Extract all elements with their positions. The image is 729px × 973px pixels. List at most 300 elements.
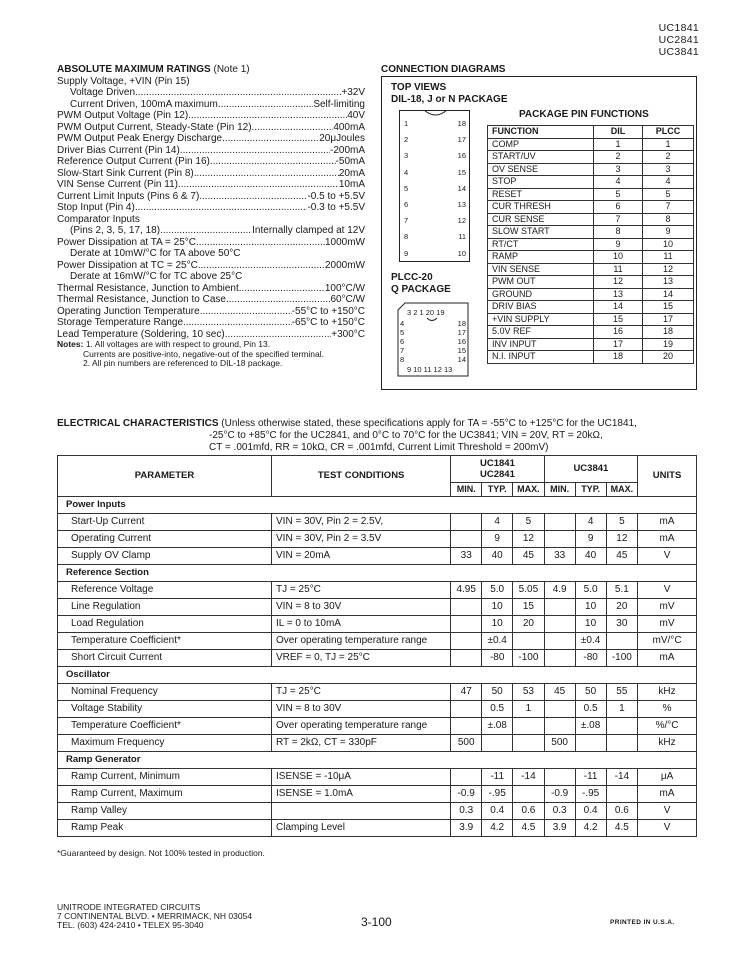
- ec-header-typ: TYP.: [482, 483, 513, 497]
- ec-min: [451, 633, 482, 650]
- dil-pin-right: 18: [457, 119, 466, 128]
- amr-label: Comparator Inputs: [57, 213, 140, 225]
- ec-row: [58, 650, 697, 667]
- ec-header-group1: [451, 456, 544, 483]
- page-number: 3-100: [361, 915, 392, 929]
- leader-dots: [135, 202, 308, 214]
- ec-title: ELECTRICAL CHARACTERISTICS: [57, 418, 219, 429]
- ec-min: [451, 599, 482, 616]
- dil-pin-left: 1: [404, 119, 409, 128]
- pin-plcc: 8: [643, 213, 694, 226]
- ec-max: 5.1: [606, 582, 638, 599]
- amr-value: -200mA: [329, 144, 365, 156]
- ec-row: [58, 769, 697, 786]
- ec-max: 20: [606, 599, 638, 616]
- ec-min: 0.3: [451, 803, 482, 820]
- dil-pin-right: 12: [457, 216, 466, 226]
- ec-max: 15: [513, 599, 545, 616]
- plcc-right-pins: [458, 319, 466, 364]
- ec-row: [58, 582, 697, 599]
- pin-function-name: VIN SENSE: [488, 263, 594, 276]
- plcc-bottom-pins: 9 10 11 12 13: [407, 365, 453, 374]
- note-2: 2. All pin numbers are referenced to DIL-18 package.: [83, 358, 283, 368]
- ec-typ: 4.2: [575, 820, 606, 837]
- pin-dil: 14: [594, 301, 643, 314]
- ec-header-min: MIN.: [451, 483, 482, 497]
- ec-min: 33: [451, 548, 482, 565]
- ec-condition: TJ = 25°C: [272, 582, 451, 599]
- plcc-pin-right: 18: [457, 319, 466, 328]
- amr-title: ABSOLUTE MAXIMUM RATINGS: [57, 64, 211, 75]
- ec-max: 12: [606, 531, 638, 548]
- pin-function-name: 5.0V REF: [488, 326, 594, 339]
- amr-value: Internally clamped at 12V: [252, 225, 365, 236]
- amr-value: -0.5 to +5.5V: [307, 190, 365, 202]
- amr-label: Supply Voltage, +VIN (Pin 15): [57, 75, 190, 87]
- amr-label: Thermal Resistance, Junction to Ambient: [57, 282, 239, 294]
- ec-max: 53: [513, 684, 545, 701]
- ec-typ: 50: [575, 684, 606, 701]
- ec-row: [58, 820, 697, 837]
- dil-pin-right: 10: [457, 248, 466, 258]
- pin-plcc: 4: [643, 176, 694, 189]
- amr-value: 20μJoules: [319, 133, 365, 144]
- ec-min: -0.9: [451, 786, 482, 803]
- amr-label: Operating Junction Temperature: [57, 305, 200, 317]
- leader-dots: [180, 145, 330, 157]
- pin-functions-table: [487, 125, 694, 364]
- ec-parameter: Line Regulation: [58, 599, 272, 616]
- pin-plcc: 1: [643, 138, 694, 151]
- amr-line: [57, 76, 365, 88]
- ec-min: 45: [544, 684, 575, 701]
- amr-label: Current Driven, 100mA maximum: [70, 98, 218, 110]
- leader-dots: [194, 168, 339, 180]
- pin-plcc: 7: [643, 201, 694, 214]
- ec-min: 4.95: [451, 582, 482, 599]
- ec-typ: -80: [482, 650, 513, 667]
- amr-label: Derate at 10mW/°C for TA above 50°C: [70, 248, 241, 259]
- plcc-pin-right: 17: [457, 328, 466, 337]
- connection-diagrams-title: CONNECTION DIAGRAMS: [381, 64, 506, 75]
- leader-dots: [199, 191, 307, 203]
- ec-row: [58, 735, 697, 752]
- plcc-pin-left: 8: [400, 355, 405, 364]
- ec-max: -100: [513, 650, 545, 667]
- pin-dil: 3: [594, 163, 643, 176]
- ec-min: [544, 769, 575, 786]
- ec-typ: 4: [482, 514, 513, 531]
- electrical-characteristics-heading: [57, 418, 697, 454]
- ec-footnote: *Guaranteed by design. Not 100% tested in production.: [57, 848, 265, 858]
- ec-intro-2: -25°C to +85°C for the UC2841, and 0°C to 70°C for the UC3841; VIN = 20V, RT = 20kΩ,: [209, 430, 603, 441]
- part-number: UC2841: [658, 34, 699, 46]
- ec-row: [58, 786, 697, 803]
- amr-line: [57, 122, 365, 134]
- amr-line: [57, 294, 365, 306]
- footer-address: 7 CONTINENTAL BLVD. • MERRIMACK, NH 03054: [57, 911, 253, 921]
- amr-label: Storage Temperature Range: [57, 317, 184, 328]
- plcc-pin-right: 15: [457, 346, 466, 355]
- ec-typ: 10: [575, 616, 606, 633]
- pin-dil: 15: [594, 313, 643, 326]
- ec-typ: 9: [482, 531, 513, 548]
- ec-max: 1: [606, 701, 638, 718]
- amr-line: [57, 283, 365, 295]
- pin-function-name: RT/CT: [488, 238, 594, 251]
- ec-intro-1: (Unless otherwise stated, these specifications apply for TA = -55°C to +125°C for the UC1841,: [221, 418, 637, 429]
- amr-label: Slow-Start Sink Current (Pin 8): [57, 167, 194, 179]
- amr-line: [57, 168, 365, 180]
- absolute-max-ratings: [57, 64, 365, 369]
- amr-value: -55°C to +150°C: [291, 305, 365, 317]
- amr-value: +32V: [341, 87, 365, 98]
- pin-function-name: RAMP: [488, 251, 594, 264]
- dil-pin-right: 15: [457, 167, 466, 177]
- amr-line: [57, 306, 365, 318]
- ec-units: μA: [638, 769, 697, 786]
- ec-typ: [482, 735, 513, 752]
- ec-units: V: [638, 582, 697, 599]
- amr-label: Stop Input (Pin 4): [57, 202, 135, 213]
- ec-typ: 5.0: [482, 582, 513, 599]
- amr-label: PWM Output Peak Energy Discharge: [57, 133, 223, 144]
- pin-plcc: 10: [643, 238, 694, 251]
- ec-section-title: Oscillator: [58, 667, 697, 684]
- amr-label: Voltage Driven: [70, 87, 136, 98]
- pin-function-row: [488, 188, 694, 201]
- pin-function-row: [488, 338, 694, 351]
- pin-function-name: INV INPUT: [488, 338, 594, 351]
- amr-line: [57, 317, 365, 329]
- ec-header-max: MAX.: [606, 483, 638, 497]
- pin-plcc: 18: [643, 326, 694, 339]
- dil-pin-left: 4: [404, 167, 409, 177]
- ec-parameter: Temperature Coefficient*: [58, 718, 272, 735]
- pin-dil: 6: [594, 201, 643, 214]
- ec-typ: 0.4: [575, 803, 606, 820]
- leader-dots: [222, 133, 319, 145]
- ec-typ: 4.2: [482, 820, 513, 837]
- ec-max: 0.6: [513, 803, 545, 820]
- ec-min: [544, 616, 575, 633]
- ec-section-row: [58, 497, 697, 514]
- plcc-package-diagram: [397, 302, 469, 377]
- ec-condition: ISENSE = -10μA: [272, 769, 451, 786]
- pin-plcc: 12: [643, 263, 694, 276]
- ec-max: 0.6: [606, 803, 638, 820]
- ec-typ: [575, 735, 606, 752]
- ec-condition: Clamping Level: [272, 820, 451, 837]
- plcc-pin-left: 4: [400, 319, 405, 328]
- ec-condition: VIN = 30V, Pin 2 = 3.5V: [272, 531, 451, 548]
- ec-max: [513, 786, 545, 803]
- dil-pin-left: 3: [404, 151, 409, 161]
- ec-parameter: Supply OV Clamp: [58, 548, 272, 565]
- ec-max: [606, 786, 638, 803]
- pin-dil: 13: [594, 288, 643, 301]
- ec-parameter: Ramp Current, Maximum: [58, 786, 272, 803]
- pin-dil: 10: [594, 251, 643, 264]
- leader-dots: [200, 306, 292, 318]
- ec-min: -0.9: [544, 786, 575, 803]
- pin-function-name: CUR THRESH: [488, 201, 594, 214]
- footer-phone: TEL. (603) 424-2410 • TELEX 95-3040: [57, 920, 204, 930]
- ec-typ: -.95: [482, 786, 513, 803]
- ec-parameter: Short Circuit Current: [58, 650, 272, 667]
- pin-dil: 18: [594, 351, 643, 364]
- amr-label: VIN Sense Current (Pin 11): [57, 179, 178, 190]
- ec-row: [58, 633, 697, 650]
- ec-max: [513, 735, 545, 752]
- ec-condition: [272, 803, 451, 820]
- ec-min: [544, 650, 575, 667]
- dil-pin-right: 13: [457, 200, 466, 209]
- amr-value: 100°C/W: [324, 282, 365, 294]
- amr-heading: [57, 64, 365, 76]
- amr-line: [57, 260, 365, 272]
- amr-value: 20mA: [338, 167, 365, 179]
- ec-row: [58, 616, 697, 633]
- ec-min: [544, 718, 575, 735]
- plcc-pin-left: 6: [400, 337, 405, 346]
- ec-min: [451, 514, 482, 531]
- pin-function-row: [488, 276, 694, 289]
- amr-label: PWM Output Current, Steady-State (Pin 12): [57, 121, 252, 133]
- ec-max: 45: [606, 548, 638, 565]
- ec-typ: 10: [482, 599, 513, 616]
- dil-pin-left: 7: [404, 216, 409, 226]
- ec-min: 47: [451, 684, 482, 701]
- pin-dil: 7: [594, 213, 643, 226]
- dil-pin-right: 16: [457, 151, 466, 161]
- ec-condition: IL = 0 to 10mA: [272, 616, 451, 633]
- ec-typ: ±0.4: [482, 633, 513, 650]
- leader-dots: [210, 156, 336, 168]
- ec-section-row: [58, 667, 697, 684]
- ec-condition: ISENSE = 1.0mA: [272, 786, 451, 803]
- leader-dots: [196, 237, 325, 249]
- pin-function-row: [488, 176, 694, 189]
- ec-units: V: [638, 803, 697, 820]
- ec-max: 30: [606, 616, 638, 633]
- ec-row: [58, 684, 697, 701]
- pin-function-name: STOP: [488, 176, 594, 189]
- pin-plcc: 19: [643, 338, 694, 351]
- ec-typ: -.95: [575, 786, 606, 803]
- ec-section-title: Reference Section: [58, 565, 697, 582]
- ec-units: V: [638, 548, 697, 565]
- ec-units: mV/°C: [638, 633, 697, 650]
- part-number: UC3841: [658, 46, 699, 58]
- plcc-package: Q PACKAGE: [391, 284, 451, 295]
- amr-line: [57, 99, 365, 111]
- note-1b: Currents are positive-into, negative-out of the specified terminal.: [83, 348, 324, 359]
- ec-max: 4.5: [513, 820, 545, 837]
- pin-dil: 16: [594, 326, 643, 339]
- amr-line: [57, 271, 365, 283]
- ec-units: mA: [638, 786, 697, 803]
- ec-max: 5.05: [513, 582, 545, 599]
- ec-parameter: Ramp Peak: [58, 820, 272, 837]
- ec-max: 4.5: [606, 820, 638, 837]
- amr-line: [57, 87, 365, 99]
- ec-parameter: Operating Current: [58, 531, 272, 548]
- ec-min: 4.9: [544, 582, 575, 599]
- pin-function-name: N.I. INPUT: [488, 351, 594, 364]
- ec-min: 3.9: [451, 820, 482, 837]
- electrical-characteristics-table: [57, 455, 697, 837]
- ec-units: %: [638, 701, 697, 718]
- ec-header-max: MAX.: [513, 483, 545, 497]
- dil-pin-right: 11: [458, 232, 466, 242]
- ec-min: [451, 616, 482, 633]
- pin-function-name: PWM OUT: [488, 276, 594, 289]
- ec-min: [544, 599, 575, 616]
- ec-max: -100: [606, 650, 638, 667]
- ec-min: [544, 633, 575, 650]
- ec-header-uc1841: UC1841: [480, 458, 515, 469]
- amr-value: -0.3 to +5.5V: [307, 202, 365, 213]
- ec-min: [544, 514, 575, 531]
- ec-units: mA: [638, 650, 697, 667]
- pin-function-name: DRIV BIAS: [488, 301, 594, 314]
- ec-row: [58, 803, 697, 820]
- pin-function-row: [488, 263, 694, 276]
- ec-min: [451, 718, 482, 735]
- ec-typ: ±0.4: [575, 633, 606, 650]
- pin-function-row: [488, 163, 694, 176]
- ec-typ: ±.08: [575, 718, 606, 735]
- ec-typ: 10: [482, 616, 513, 633]
- dil-pin-left: 8: [404, 232, 409, 242]
- dil-pin-left: 2: [404, 135, 409, 145]
- ec-max: 55: [606, 684, 638, 701]
- amr-value: +300°C: [331, 328, 365, 340]
- amr-value: Self-limiting: [313, 98, 365, 110]
- plcc-name: PLCC-20: [391, 272, 433, 283]
- pin-function-row: [488, 201, 694, 214]
- footer-company: UNITRODE INTEGRATED CIRCUITS: [57, 902, 201, 912]
- ec-condition: RT = 2kΩ, CT = 330pF: [272, 735, 451, 752]
- amr-line: [57, 179, 365, 191]
- footer-address-block: [57, 903, 252, 930]
- dil-pin-left: 5: [404, 183, 409, 193]
- ec-parameter: Reference Voltage: [58, 582, 272, 599]
- leader-dots: [178, 179, 339, 191]
- ec-typ: 9: [575, 531, 606, 548]
- amr-title-note: (Note 1): [213, 64, 250, 75]
- pin-function-name: GROUND: [488, 288, 594, 301]
- amr-line: [57, 133, 365, 145]
- ec-condition: VIN = 30V, Pin 2 = 2.5V,: [272, 514, 451, 531]
- amr-value: 60°C/W: [330, 294, 365, 305]
- pin-function-row: [488, 226, 694, 239]
- ec-min: [451, 531, 482, 548]
- amr-value: -65°C to +150°C: [291, 317, 365, 328]
- ec-max: 20: [513, 616, 545, 633]
- ec-header-uc3841: UC3841: [544, 456, 637, 483]
- pin-dil: 12: [594, 276, 643, 289]
- ec-max: [513, 718, 545, 735]
- amr-value: 400mA: [333, 121, 365, 133]
- pin-dil: 8: [594, 226, 643, 239]
- ec-min: 3.9: [544, 820, 575, 837]
- ec-condition: VIN = 8 to 30V: [272, 701, 451, 718]
- ec-parameter: Start-Up Current: [58, 514, 272, 531]
- leader-dots: [135, 87, 341, 99]
- pin-function-name: CUR SENSE: [488, 213, 594, 226]
- pin-plcc: 17: [643, 313, 694, 326]
- ec-typ: 40: [575, 548, 606, 565]
- pin-function-row: [488, 351, 694, 364]
- ec-header-min: MIN.: [544, 483, 575, 497]
- pin-function-row: [488, 313, 694, 326]
- ec-max: 5: [513, 514, 545, 531]
- pin-plcc: 13: [643, 276, 694, 289]
- ec-max: [606, 718, 638, 735]
- pin-dil: 11: [594, 263, 643, 276]
- amr-label: Reference Output Current (Pin 16): [57, 156, 210, 167]
- amr-label: (Pins 2, 3, 5, 17, 18): [70, 225, 161, 236]
- dil-pin-left: 9: [404, 248, 409, 258]
- note-1: 1. All voltages are with respect to ground, Pin 13.: [85, 339, 271, 349]
- amr-label: Current Limit Inputs (Pins 6 & 7): [57, 190, 200, 202]
- pin-plcc: 9: [643, 226, 694, 239]
- ec-typ: 4: [575, 514, 606, 531]
- leader-dots: [183, 317, 292, 329]
- pin-dil: 5: [594, 188, 643, 201]
- ec-min: 0.3: [544, 803, 575, 820]
- pin-function-row: [488, 301, 694, 314]
- amr-label: PWM Output Voltage (Pin 12): [57, 110, 189, 121]
- amr-line: [57, 237, 365, 249]
- pin-plcc: 2: [643, 151, 694, 164]
- ec-units: mA: [638, 531, 697, 548]
- ec-parameter: Nominal Frequency: [58, 684, 272, 701]
- ec-min: 500: [451, 735, 482, 752]
- ec-typ: 10: [575, 599, 606, 616]
- pin-plcc: 14: [643, 288, 694, 301]
- pin-function-row: [488, 288, 694, 301]
- ppf-header-dil: DIL: [594, 126, 643, 139]
- ec-max: [606, 633, 638, 650]
- amr-line: [57, 110, 365, 122]
- pin-plcc: 3: [643, 163, 694, 176]
- notes-label: Notes:: [57, 339, 84, 349]
- ec-header-conditions: TEST CONDITIONS: [272, 456, 451, 497]
- ec-row: [58, 514, 697, 531]
- ec-max: -14: [606, 769, 638, 786]
- amr-lines: [57, 76, 365, 341]
- ec-intro-3: CT = .001mfd, RR = 10kΩ, CR = .001mfd, Current Limit Threshold = 200mV): [209, 442, 549, 453]
- pin-function-name: COMP: [488, 138, 594, 151]
- plcc-left-pins: [400, 319, 404, 364]
- ec-header-parameter: PARAMETER: [58, 456, 272, 497]
- amr-line: [57, 145, 365, 157]
- pin-dil: 9: [594, 238, 643, 251]
- leader-dots: [160, 225, 252, 237]
- amr-label: Lead Temperature (Soldering, 10 sec): [57, 328, 225, 340]
- package-pin-functions-title: PACKAGE PIN FUNCTIONS: [519, 109, 649, 120]
- plcc-pin-right: 14: [457, 355, 466, 364]
- amr-value: 2000mW: [324, 259, 365, 271]
- ec-min: [451, 769, 482, 786]
- plcc-pin-right: 16: [457, 337, 466, 346]
- ec-units: kHz: [638, 684, 697, 701]
- ec-condition: VIN = 8 to 30V: [272, 599, 451, 616]
- ec-units: %/°C: [638, 718, 697, 735]
